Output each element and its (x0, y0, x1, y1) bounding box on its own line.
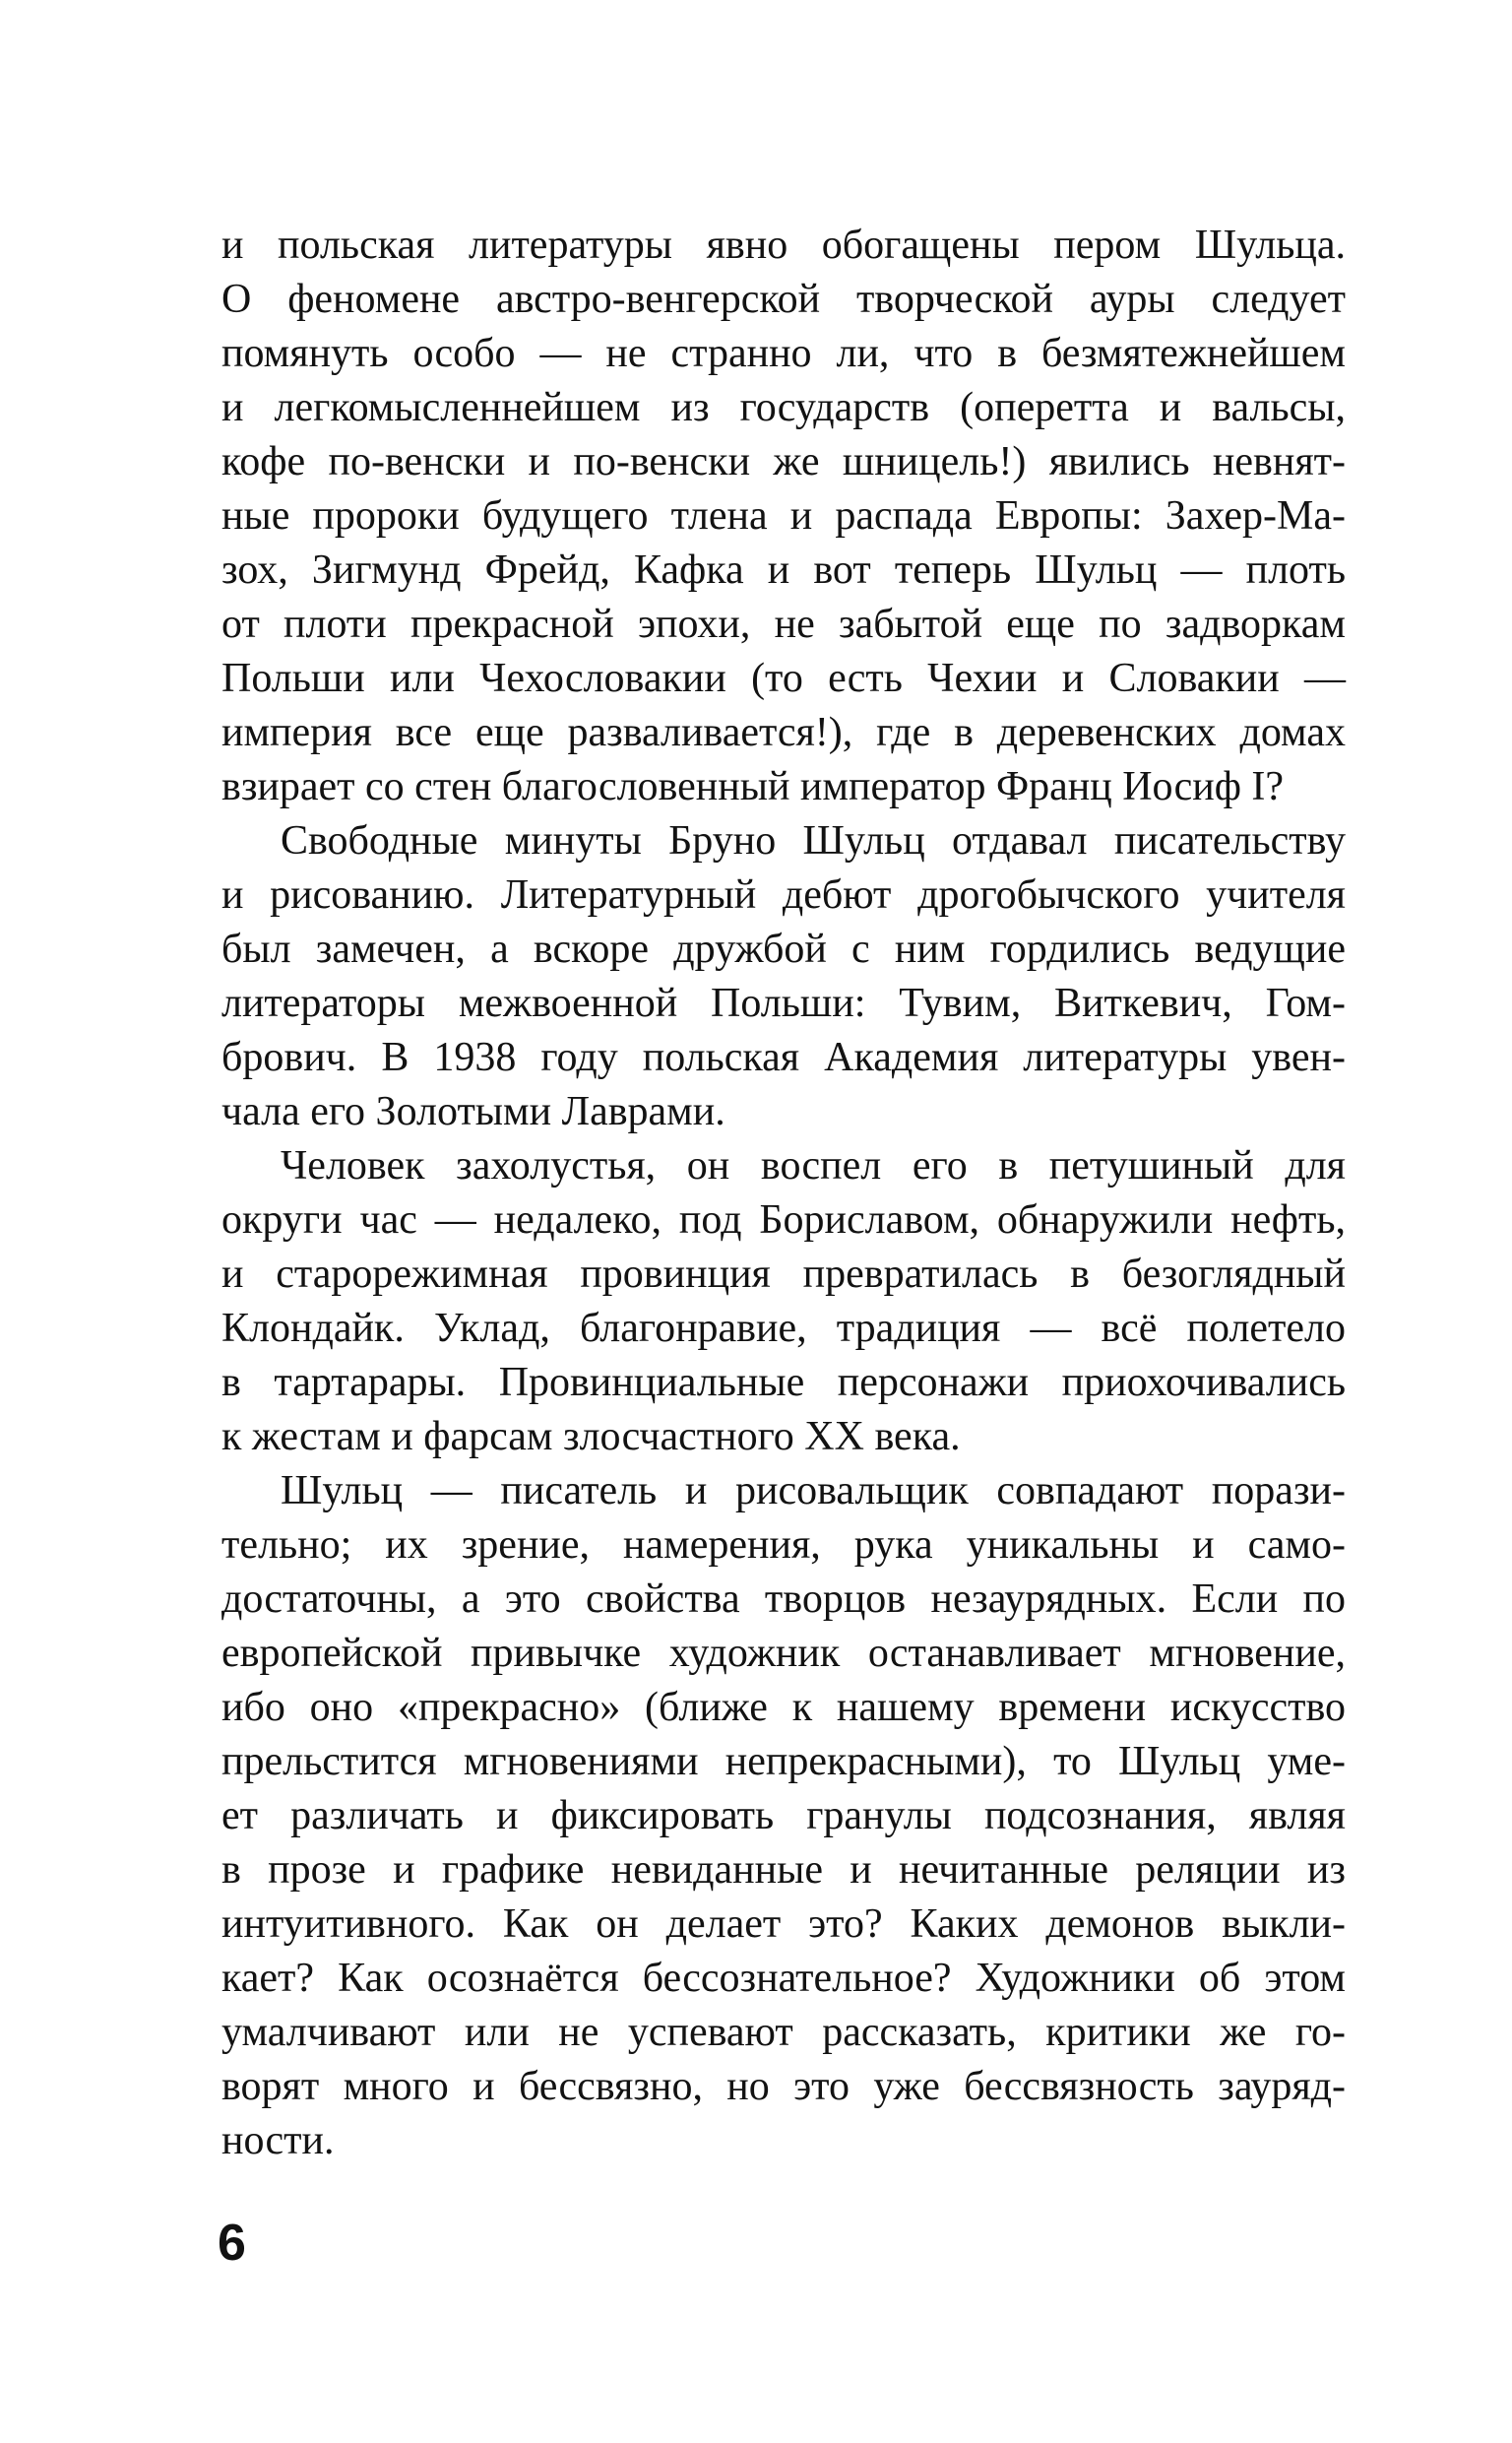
text-line: был замечен, а вскоре дружбой с ним гордились ведущие (221, 927, 1346, 972)
text-line: и старорежимная провинция превратилась в безоглядный (221, 1252, 1346, 1297)
text-line: брович. В 1938 году польская Академия литературы увен- (221, 1035, 1346, 1080)
paragraph (221, 1139, 1346, 1464)
text-line: ворят много и бессвязно, но это уже бессвязность зауряд- (221, 2064, 1346, 2109)
text-line: помянуть особо — не странно ли, что в безмятежнейшем (221, 331, 1346, 376)
text-line: взирает со стен благословенный император Франц Иосиф I? (221, 764, 1285, 809)
paragraph (221, 1464, 1346, 2168)
text-line: Человек захолустья, он воспел его в петушиный для (281, 1143, 1346, 1189)
text-line: ет различать и фиксировать гранулы подсознания, являя (221, 1793, 1346, 1838)
text-line: достаточны, а это свойства творцов незаурядных. Если по (221, 1576, 1346, 1622)
text-line: умалчивают или не успевают рассказать, критики же го- (221, 2010, 1346, 2055)
text-line: Польши или Чехословакии (то есть Чехии и Словакии — (221, 656, 1346, 701)
text-line: кает? Как осознаётся бессознательное? Художники об этом (221, 1956, 1346, 2001)
text-line: прельстится мгновениями непрекрасными), то Шульц уме- (221, 1739, 1346, 1784)
text-line: тельно; их зрение, намерения, рука уникальны и само- (221, 1522, 1346, 1568)
paragraph (221, 219, 1346, 814)
text-line: к жестам и фарсам злосчастного XX века. (221, 1414, 961, 1459)
text-line: ные пророки будущего тлена и распада Европы: Захер-Ма- (221, 493, 1346, 539)
text-line: и легкомысленнейшем из государств (оперетта и вальсы, (221, 385, 1346, 430)
text-line: и польская литературы явно обогащены пером Шульца. (221, 223, 1346, 268)
paragraph (221, 814, 1346, 1139)
text-line: ности. (221, 2118, 335, 2163)
text-line: в прозе и графике невиданные и нечитанные реляции из (221, 1847, 1346, 1893)
text-line: в тартарары. Провинциальные персонажи приохочивались (221, 1360, 1346, 1405)
text-line: интуитивного. Как он делает это? Каких демонов выкли- (221, 1901, 1346, 1947)
text-line: Шульц — писатель и рисовальщик совпадают порази- (281, 1468, 1346, 1513)
text-line: кофе по-венски и по-венски же шницель!) явились невнят- (221, 439, 1346, 484)
text-line: зох, Зигмунд Фрейд, Кафка и вот теперь Шульц — плоть (221, 547, 1346, 593)
text-line: Клондайк. Уклад, благонравие, традиция — всё полетело (221, 1306, 1346, 1351)
text-line: и рисованию. Литературный дебют дрогобычского учителя (221, 872, 1346, 918)
text-line: чала его Золотыми Лаврами. (221, 1089, 725, 1134)
text-line: ибо оно «прекрасно» (ближе к нашему времени искусство (221, 1685, 1346, 1730)
text-line: европейской привычке художник останавливает мгновение, (221, 1631, 1346, 1676)
text-line: О феномене австро-венгерской творческой ауры следует (221, 277, 1346, 322)
text-line: от плоти прекрасной эпохи, не забытой еще по задворкам (221, 602, 1346, 647)
text-line: литераторы межвоенной Польши: Тувим, Виткевич, Гом- (221, 981, 1346, 1026)
text-line: Свободные минуты Бруно Шульц отдавал писательству (281, 818, 1346, 864)
text-line: округи час — недалеко, под Бориславом, обнаружили нефть, (221, 1197, 1346, 1243)
text-line: империя все еще разваливается!), где в деревенских домах (221, 710, 1346, 755)
page-text-block (221, 219, 1346, 2168)
page-number: 6 (218, 2215, 246, 2272)
